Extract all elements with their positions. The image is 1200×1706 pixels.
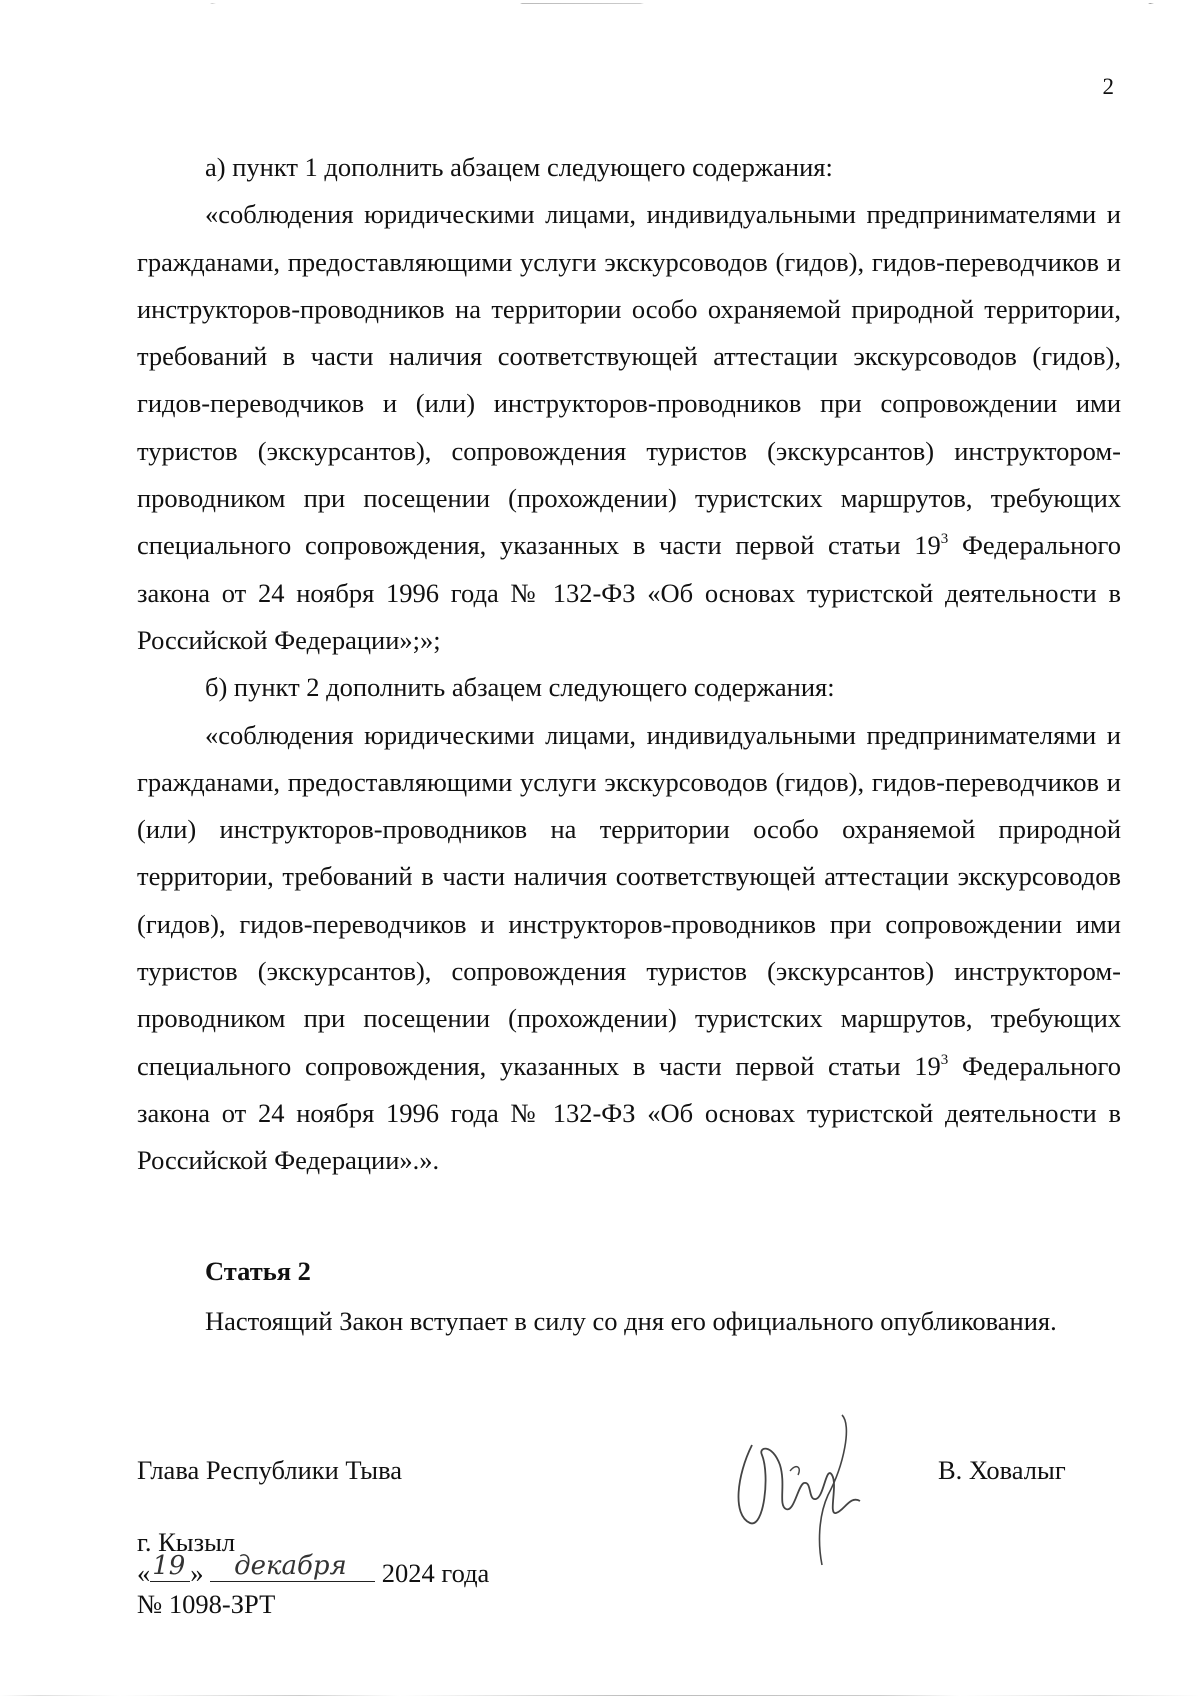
- superscript: 3: [940, 531, 949, 548]
- handwritten-signature: [732, 1405, 867, 1570]
- scan-artifact-top: [0, 3, 1200, 4]
- paragraph-a-quote: [137, 191, 1121, 664]
- article-heading: Статья 2: [205, 1256, 311, 1286]
- paragraph-a-quote-tail: Федерального закона от 24 ноября 1996 года № 132-ФЗ «Об основах туристской деятельности в Российской Федерации»;»;: [137, 530, 1121, 655]
- date-year: 2024 года: [381, 1558, 490, 1588]
- date-month-blank: [210, 1551, 375, 1582]
- paragraph-b-quote-text: «соблюдения юридическими лицами, индивидуальными предпринимателями и гражданами, предоставляющими услуги экскурсоводов (гидов), гидов-переводчиков и (или) инструкторов-проводников на территории особо охраняемой природной территории, требований в части наличия соответствующей аттестации экскурсоводов (гидов), гидов-переводчиков и инструкторов-проводников при сопровождении ими туристов (экскурсантов), сопровождения туристов (экскурсантов) инструктором-проводником при посещении (прохождении) туристских маршрутов, требующих специального сопровождения, указанных в части первой статьи 19: [137, 719, 1121, 1081]
- body-text: [137, 144, 1121, 1185]
- paragraph-a-quote-text: «соблюдения юридическими лицами, индивидуальными предпринимателями и гражданами, предоставляющими услуги экскурсоводов (гидов), гидов-переводчиков и инструкторов-проводников на территории особо охраняемой природной территории, требований в части наличия соответствующей аттестации экскурсоводов (гидов), гидов-переводчиков и (или) инструкторов-проводников при сопровождении ими туристов (экскурсантов), сопровождения туристов (экскурсантов) инструктором-проводником при посещении (прохождении) туристских маршрутов, требующих специального сопровождения, указанных в части первой статьи 19: [137, 199, 1121, 561]
- scan-artifact-bottom: [0, 1695, 1200, 1696]
- paragraph-b-quote-tail: Федерального закона от 24 ноября 1996 года № 132-ФЗ «Об основах туристской деятельности в Российской Федерации».».: [137, 1050, 1121, 1176]
- document-number: № 1098-ЗРТ: [137, 1589, 276, 1619]
- date-month: декабря: [234, 1551, 347, 1581]
- signatory-title: Глава Республики Тыва: [137, 1455, 403, 1485]
- paragraph-b-quote: [137, 712, 1121, 1185]
- date-open-quote: «: [137, 1558, 151, 1588]
- date-close-quote: »: [190, 1558, 204, 1588]
- article-text: Настоящий Закон вступает в силу со дня его официального опубликования.: [205, 1306, 1057, 1336]
- page-number: 2: [1102, 74, 1114, 99]
- place: г. Кызыл: [137, 1527, 236, 1557]
- signatory-name: В. Ховалыг: [938, 1455, 1066, 1485]
- paragraph-b: б) пункт 2 дополнить абзацем следующего содержания:: [205, 672, 835, 703]
- date-day-blank: [150, 1551, 190, 1582]
- date-day: 19: [152, 1551, 186, 1581]
- date-line: [137, 1551, 490, 1588]
- paragraph-a: а) пункт 1 дополнить абзацем следующего содержания:: [205, 152, 833, 182]
- superscript: 3: [940, 1051, 949, 1068]
